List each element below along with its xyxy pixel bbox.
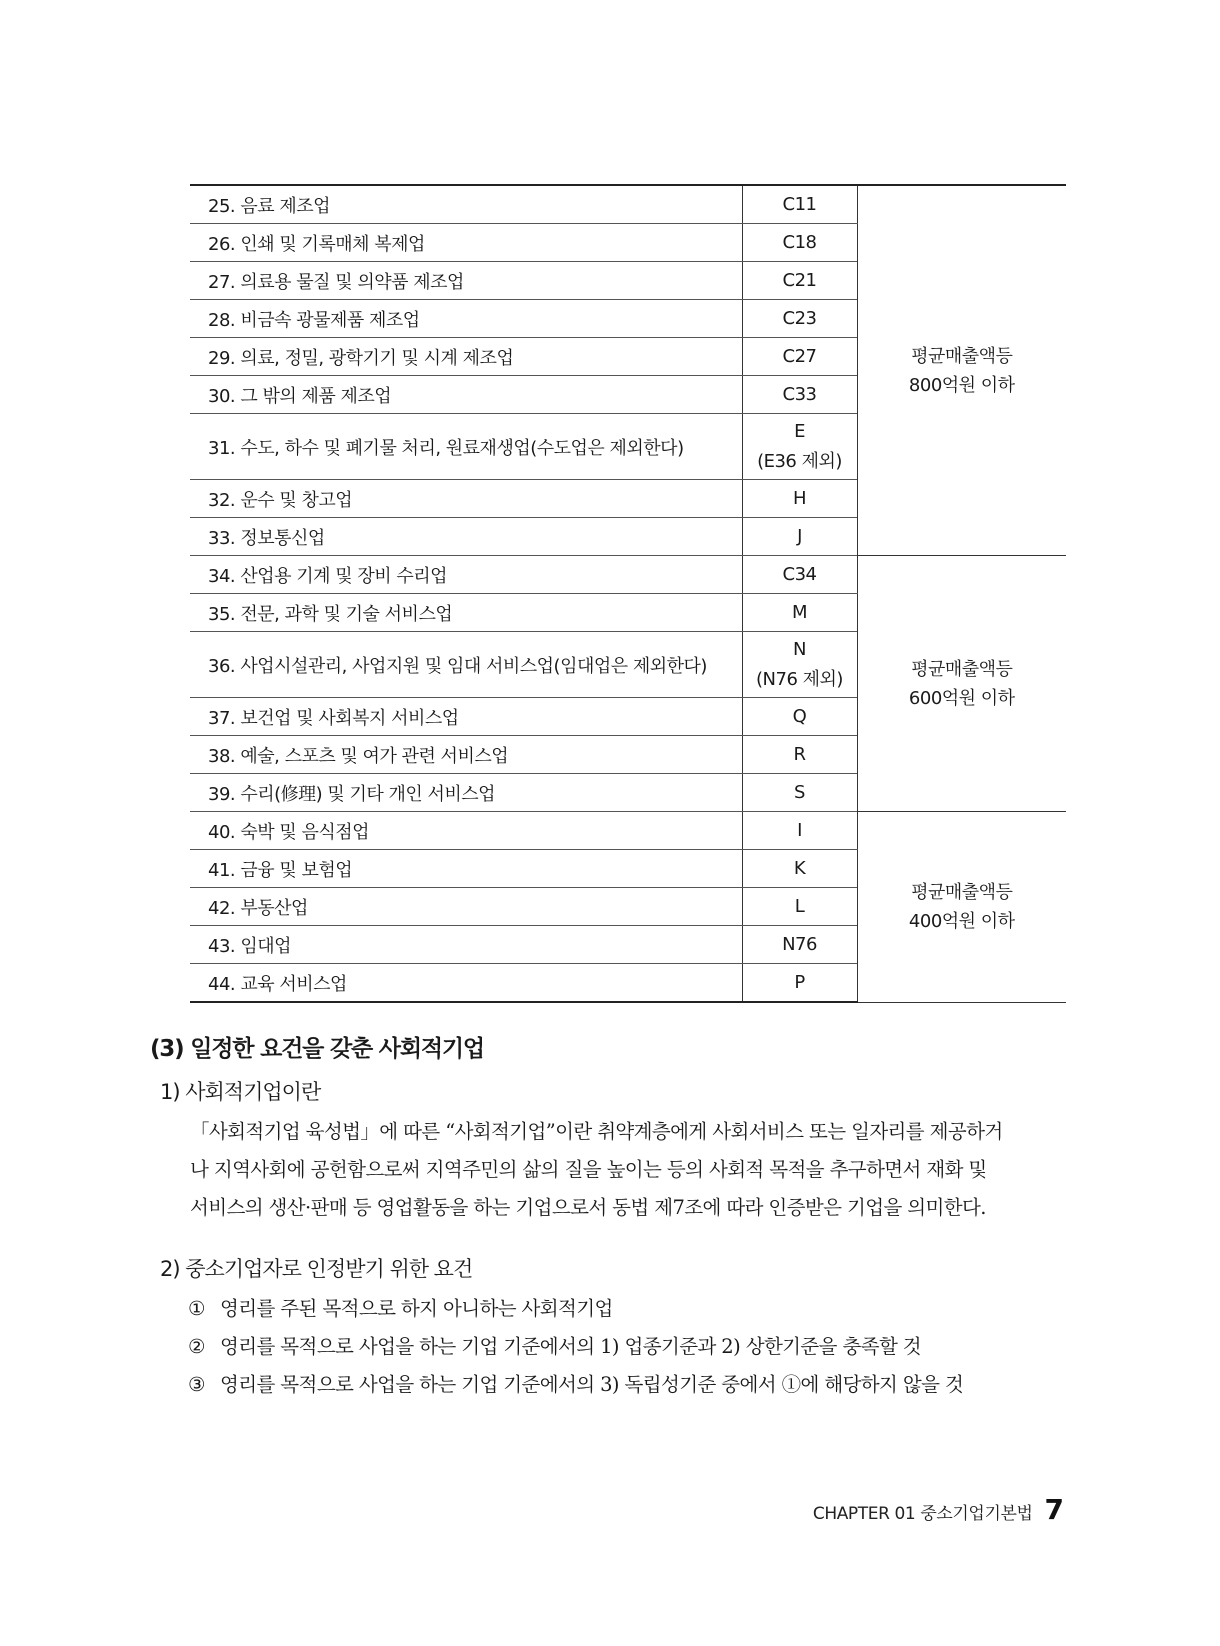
industry-name-cell: 36. 사업시설관리, 사업지원 및 임대 서비스업(임대업은 제외한다) (190, 632, 742, 698)
industry-criteria-table (190, 184, 1066, 1003)
industry-code: N76 (782, 933, 817, 955)
industry-code-cell (742, 850, 857, 888)
industry-code: E (794, 420, 805, 442)
industry-code: R (793, 743, 806, 765)
requirement-list (188, 1290, 963, 1404)
industry-name-cell: 32. 운수 및 창고업 (190, 480, 742, 518)
industry-code: N (793, 638, 806, 660)
industry-code-cell (742, 632, 857, 698)
industry-code-cell (742, 414, 857, 480)
industry-code-cell (742, 812, 857, 850)
industry-code: C18 (782, 231, 817, 253)
industry-code-cell (742, 518, 857, 556)
industry-code: C27 (782, 345, 817, 367)
industry-name-cell: 33. 정보통신업 (190, 518, 742, 556)
industry-code: C11 (782, 193, 817, 215)
industry-name-cell: 25. 음료 제조업 (190, 185, 742, 224)
industry-name-cell: 29. 의료, 정밀, 광학기기 및 시계 제조업 (190, 338, 742, 376)
industry-code-cell (742, 594, 857, 632)
sales-criterion-line: 800억원 이하 (908, 374, 1015, 396)
industry-name-cell: 34. 산업용 기계 및 장비 수리업 (190, 556, 742, 594)
industry-code-cell (742, 185, 857, 224)
item-text: 영리를 목적으로 사업을 하는 기업 기준에서의 1) 업종기준과 2) 상한기준을 충족할 것 (220, 1335, 922, 1358)
industry-name-cell: 39. 수리(修理) 및 기타 개인 서비스업 (190, 774, 742, 812)
table-row (190, 812, 1066, 850)
subsection-heading-1: 1) 사회적기업이란 (160, 1080, 321, 1104)
industry-name-cell: 41. 금융 및 보험업 (190, 850, 742, 888)
industry-code: (E36 제외) (757, 450, 842, 472)
list-item (188, 1290, 963, 1328)
industry-code: Q (792, 705, 807, 727)
industry-table-body (190, 185, 1066, 1002)
industry-name-cell: 40. 숙박 및 음식점업 (190, 812, 742, 850)
item-text: 영리를 목적으로 사업을 하는 기업 기준에서의 3) 독립성기준 중에서 ①에 해당하지 않을 것 (220, 1373, 964, 1396)
industry-name-cell: 38. 예술, 스포츠 및 여가 관련 서비스업 (190, 736, 742, 774)
industry-code-cell (742, 926, 857, 964)
page-number: 7 (1044, 1493, 1064, 1526)
industry-name-cell: 27. 의료용 물질 및 의약품 제조업 (190, 262, 742, 300)
industry-code: M (791, 601, 808, 623)
paragraph-line: 서비스의 생산·판매 등 영업활동을 하는 기업으로서 동법 제7조에 따라 인증받은 기업을 의미한다. (190, 1196, 986, 1219)
industry-name-cell: 43. 임대업 (190, 926, 742, 964)
industry-code: K (793, 857, 806, 879)
industry-code-cell (742, 480, 857, 518)
item-text: 영리를 주된 목적으로 하지 아니하는 사회적기업 (220, 1297, 613, 1320)
industry-code-cell (742, 698, 857, 736)
industry-code: S (794, 781, 805, 803)
industry-code-cell (742, 888, 857, 926)
industry-code: I (797, 819, 802, 841)
industry-name-cell: 42. 부동산업 (190, 888, 742, 926)
industry-code: H (792, 487, 807, 509)
industry-code: P (794, 971, 805, 993)
page-footer (813, 1493, 1064, 1529)
industry-name-cell: 35. 전문, 과학 및 기술 서비스업 (190, 594, 742, 632)
sales-criterion-cell (857, 812, 1066, 1003)
sales-criterion-cell (857, 185, 1066, 556)
section-heading: (3) 일정한 요건을 갖춘 사회적기업 (150, 1036, 484, 1062)
sales-criterion-line: 600억원 이하 (908, 687, 1015, 709)
sales-criterion-line: 평균매출액등 (911, 881, 1013, 903)
sales-criterion-cell (857, 556, 1066, 812)
table-row (190, 556, 1066, 594)
item-number: ② (188, 1335, 205, 1358)
industry-code-cell (742, 736, 857, 774)
item-number: ③ (188, 1373, 205, 1396)
industry-code-cell (742, 262, 857, 300)
sales-criterion-line: 평균매출액등 (911, 345, 1013, 367)
industry-name-cell: 37. 보건업 및 사회복지 서비스업 (190, 698, 742, 736)
paragraph-line: 「사회적기업 육성법」에 따른 “사회적기업”이란 취약계층에게 사회서비스 또는 일자리를 제공하거 (190, 1120, 1003, 1143)
industry-code: C23 (782, 307, 817, 329)
table-row (190, 185, 1066, 224)
industry-name-cell: 31. 수도, 하수 및 폐기물 처리, 원료재생업(수도업은 제외한다) (190, 414, 742, 480)
item-number: ① (188, 1297, 205, 1320)
industry-code-cell (742, 964, 857, 1003)
industry-name-cell: 26. 인쇄 및 기록매체 복제업 (190, 224, 742, 262)
industry-code: (N76 제외) (756, 668, 843, 690)
industry-code: J (797, 525, 802, 547)
industry-code-cell (742, 224, 857, 262)
industry-name-cell: 44. 교육 서비스업 (190, 964, 742, 1003)
social-enterprise-definition (190, 1113, 1066, 1227)
list-item (188, 1366, 963, 1404)
industry-code-cell (742, 338, 857, 376)
paragraph-line: 나 지역사회에 공헌함으로써 지역주민의 삶의 질을 높이는 등의 사회적 목적을 추구하면서 재화 및 (190, 1158, 987, 1181)
industry-code-cell (742, 300, 857, 338)
industry-code: L (794, 895, 805, 917)
chapter-label: CHAPTER 01 중소기업기본법 (812, 1504, 1033, 1524)
industry-code: C34 (782, 563, 817, 585)
subsection-heading-2: 2) 중소기업자로 인정받기 위한 요건 (160, 1257, 473, 1281)
industry-code: C21 (782, 269, 817, 291)
industry-code-cell (742, 376, 857, 414)
industry-code-cell (742, 774, 857, 812)
industry-name-cell: 28. 비금속 광물제품 제조업 (190, 300, 742, 338)
industry-name-cell: 30. 그 밖의 제품 제조업 (190, 376, 742, 414)
list-item (188, 1328, 963, 1366)
sales-criterion-line: 400억원 이하 (908, 910, 1015, 932)
sales-criterion-line: 평균매출액등 (911, 658, 1013, 680)
industry-code-cell (742, 556, 857, 594)
industry-code: C33 (782, 383, 817, 405)
